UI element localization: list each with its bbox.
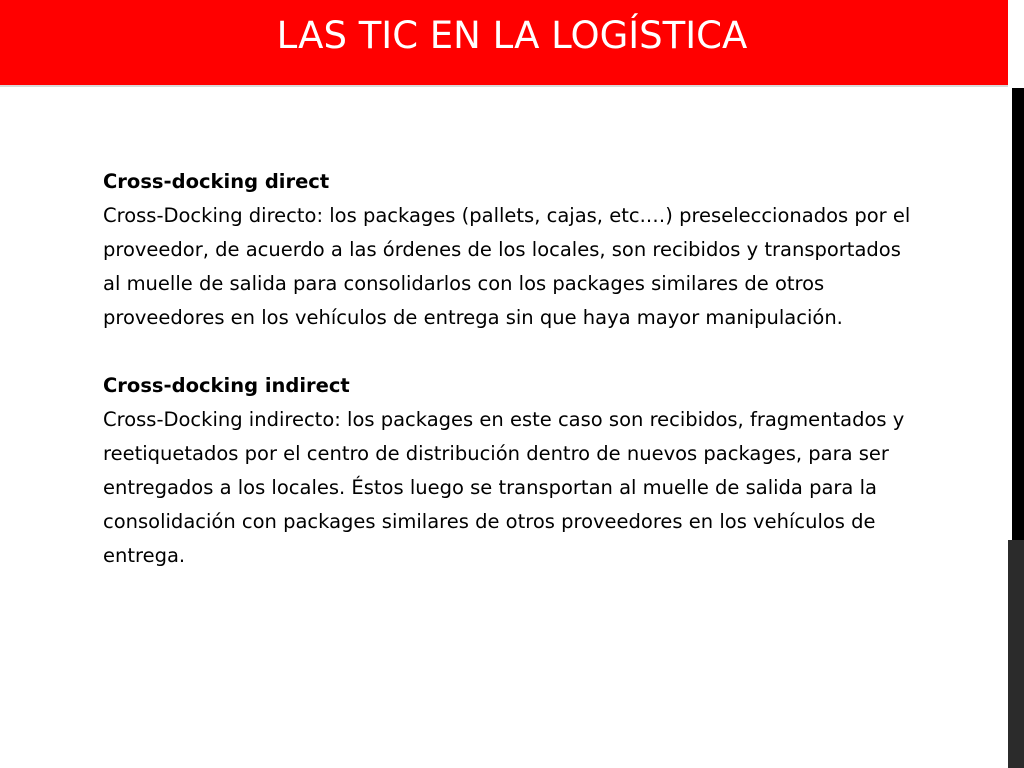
side-strip-lower xyxy=(1008,540,1024,768)
slide-content xyxy=(103,165,923,573)
slide-title: LAS TIC EN LA LOGÍSTICA xyxy=(276,14,748,57)
section-body-indirect: Cross-Docking indirecto: los packages en este caso son recibidos, fragmentados y reetiquetados por el centro de distribución dentro de nuevos packages, para ser entregados a los locales. Éstos luego se transportan al muelle de salida para la consolidación con packages similares de otros proveedores en los vehículos de entrega. xyxy=(103,408,905,567)
section-spacer xyxy=(103,335,923,369)
section-body-direct: Cross-Docking directo: los packages (pallets, cajas, etc.…) preseleccionados por el proveedor, de acuerdo a las órdenes de los locales, son recibidos y transportados al muelle de salida para consolidarlos con los packages similares de otros proveedores en los vehículos de entrega sin que haya mayor manipulación. xyxy=(103,204,911,329)
section-heading-direct: Cross-docking direct xyxy=(103,170,330,193)
title-bar-shadow xyxy=(0,85,1008,87)
section-heading-indirect: Cross-docking indirect xyxy=(103,374,350,397)
